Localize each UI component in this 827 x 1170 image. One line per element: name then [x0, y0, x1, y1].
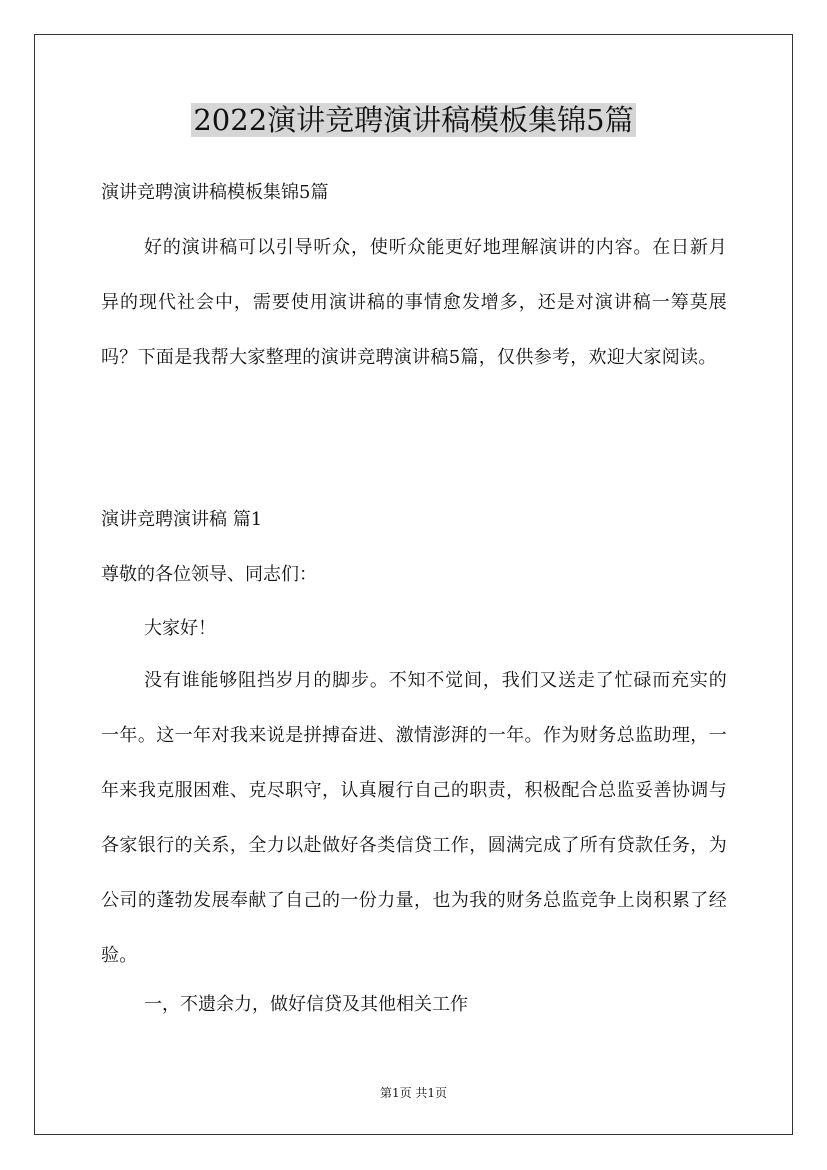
section-heading: 演讲竞聘演讲稿 篇1: [101, 509, 263, 530]
point-one-heading: 一，不遗余力，做好信贷及其他相关工作: [144, 994, 468, 1015]
intro-paragraph: 好的演讲稿可以引导听众，使听众能更好地理解演讲的内容。在日新月异的现代社会中，需要使用演讲稿的事情愈发增多，还是对演讲稿一筹莫展吗？下面是我帮大家整理的演讲竞聘演讲稿5篇，仅供参考，欢迎大家阅读。: [101, 237, 727, 368]
page-footer: 第1页 共1页: [379, 1086, 448, 1100]
salutation: 尊敬的各位领导、同志们：: [101, 564, 317, 585]
body-paragraph: 没有谁能够阻挡岁月的脚步。不知不觉间，我们又送走了忙碌而充实的一年。这一年对我来说是拼搏奋进、激情澎湃的一年。作为财务总监助理，一年来我克服困难、克尽职守，认真履行自己的职责，积极配合总监妥善协调与各家银行的关系，全力以赴做好各类信贷工作，圆满完成了所有贷款任务，为公司的蓬勃发展奉献了自己的一份力量，也为我的财务总监竞争上岗积累了经验。: [101, 670, 727, 966]
greeting: 大家好！: [144, 618, 216, 639]
document-subtitle: 演讲竞聘演讲稿模板集锦5篇: [101, 182, 329, 203]
document-title-text: 2022演讲竞聘演讲稿模板集锦5篇: [193, 103, 634, 137]
document-title: [0, 100, 827, 140]
